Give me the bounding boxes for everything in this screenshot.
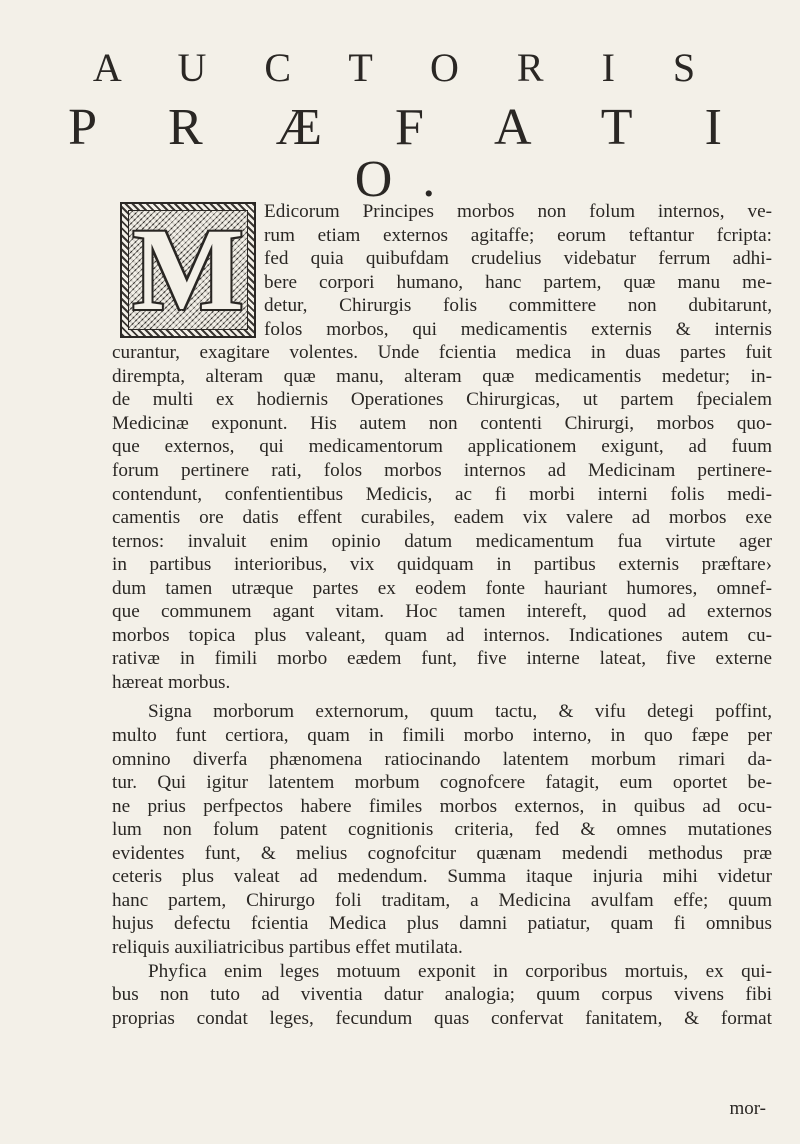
text-line: dirempta, alteram quæ manu, alteram quæ medicamentis medetur; in- xyxy=(112,365,772,387)
text-line: morbos topica plus valeant, quam ad internos. Indicationes autem cu- xyxy=(112,624,772,646)
text-line: proprias condat leges, fecundum quas confervat fanitatem, & format xyxy=(112,1007,772,1029)
text-line: ternos: invaluit enim opinio datum medicamentum fua virtute ager xyxy=(112,530,772,552)
text-line: forum pertinere rati, folos morbos internos ad Medicinam pertinere- xyxy=(112,460,772,482)
catchword: mor- xyxy=(729,1098,766,1119)
text-line: tur. Qui igitur latentem morbum cognofcere fatagit, eum oportet be- xyxy=(112,772,772,794)
text-line: lum non folum patent cognitionis criteria, fed & omnes mutationes xyxy=(112,819,772,841)
text-line: detur, Chirurgis folis committere non dubitarunt, xyxy=(264,295,772,317)
text-line: reliquis auxiliatricibus partibus effet mutilata. xyxy=(112,936,463,958)
text-line: que communem agant vitam. Hoc tamen intereft, quod ad externos xyxy=(112,601,772,623)
text-line: in partibus interioribus, vix quidquam in partibus externis præftare› xyxy=(112,554,772,576)
text-line: Phyfica enim leges motuum exponit in corporibus mortuis, ex qui- xyxy=(148,960,772,982)
text-line: Signa morborum externorum, quum tactu, & vifu detegi poffint, xyxy=(148,701,772,723)
text-line: curantur, exagitare volentes. Unde fcientia medica in duas partes fuit xyxy=(112,342,772,364)
text-line: Medicinæ exponunt. His autem non contenti Chirurgi, morbos quo- xyxy=(112,412,772,434)
text-line: hæreat morbus. xyxy=(112,671,231,693)
text-line: que externos, qui medicamentorum applicationem exigunt, ad fuum xyxy=(112,436,772,458)
text-line: hujus defectu fcientia Medica plus damni patiatur, quam fi omnibus xyxy=(112,913,772,935)
text-line: de multi ex hodiernis Operationes Chirurgicas, ut partem fpecialem xyxy=(112,389,772,411)
text-line: dum tamen utræque partes ex eodem fonte hauriant humores, omnef- xyxy=(112,577,772,599)
text-line: rum etiam externos agitaffe; eorum teftantur fcripta: xyxy=(264,224,772,246)
title-auctoris: A U C T O R I S xyxy=(92,45,720,90)
text-line: ceteris plus valeat ad medendum. Summa itaque injuria mihi videtur xyxy=(112,866,772,888)
preface-text xyxy=(112,200,772,1030)
text-line: contendunt, confentientibus Medicis, ac fi morbi interni folis medi- xyxy=(112,483,772,505)
text-line: ne prius perfpectos habere fimiles morbos externos, in quibus ad ocu- xyxy=(112,795,772,817)
text-line: camentis ore datis effent curabiles, eadem vix valere ad morbos exe xyxy=(112,507,772,529)
text-line: multo funt certiora, quam in fimili morbo interno, in quo fæpe per xyxy=(112,725,772,747)
title-praefatio: P R Æ F A T I O. xyxy=(68,99,752,208)
text-line: hanc partem, Chirurgo foli traditam, a Medicina avulfam effe; quum xyxy=(112,889,772,911)
text-line: rativæ in fimili morbo eædem funt, five interne lateat, five externe xyxy=(112,648,772,670)
text-line: Edicorum Principes morbos non folum internos, ve- xyxy=(264,201,772,222)
text-line: evidentes funt, & melius cognofcitur quænam medendi methodus præ xyxy=(112,842,772,864)
text-line: omnino diverfa phænomena ratiocinando latentem morbum rimari da- xyxy=(112,748,772,770)
drop-cap-letter: M xyxy=(132,204,244,335)
text-line: fed quia quibufdam crudelius videbatur ferrum adhi- xyxy=(264,248,772,270)
text-line: bere corpori humano, hanc partem, quæ manu me- xyxy=(264,271,772,293)
text-line: folos morbos, qui medicamentis externis & internis xyxy=(264,318,772,340)
text-line: bus non tuto ad viventia datur analogia; quum corpus vivens fibi xyxy=(112,984,772,1006)
